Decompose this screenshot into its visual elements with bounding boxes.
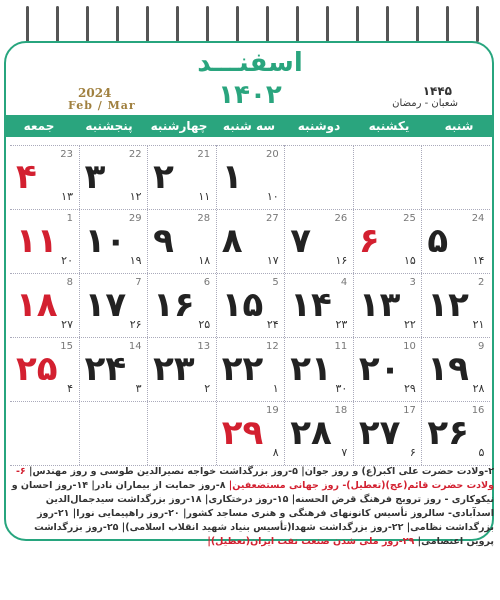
persian-date: ۲۴	[84, 349, 127, 389]
day-cell[interactable]	[421, 273, 490, 337]
hijri-date: ۱۱	[198, 190, 211, 203]
hijri-date: ۳۰	[335, 382, 348, 395]
gregorian-date: 21	[197, 149, 211, 160]
event-text: ۶-ولادت حضرت قائم(عج)(تعطیل)- روز جهانی مستضعفین|	[15, 466, 494, 491]
persian-date: ۲۸	[290, 413, 332, 453]
day-cell[interactable]	[79, 145, 148, 209]
gregorian-date: 6	[203, 277, 211, 288]
persian-date: ۲۵	[16, 349, 58, 389]
hijri-date: ۲	[204, 382, 211, 395]
persian-date: ۲۶	[427, 413, 469, 453]
year-title: ۱۴۰۲	[218, 80, 282, 110]
day-cell[interactable]	[216, 401, 285, 465]
hijri-date: ۱۳	[61, 190, 73, 203]
weekday-label: سه شنبه	[222, 119, 276, 133]
gregorian-date: 8	[66, 277, 73, 288]
gregorian-year: 2024	[78, 86, 112, 100]
day-cell[interactable]	[10, 209, 79, 273]
day-cell[interactable]	[284, 337, 353, 401]
day-cell[interactable]	[216, 209, 285, 273]
month-title: اسفنـــد	[197, 48, 303, 78]
persian-date: ۷	[290, 221, 312, 261]
gregorian-date: 5	[272, 277, 279, 288]
hijri-date: ۲۵	[198, 318, 211, 331]
hijri-date: ۱۴	[472, 254, 485, 267]
gregorian-date: 10	[403, 341, 416, 352]
hijri-date: ۷	[341, 446, 348, 459]
gregorian-date: 25	[403, 213, 416, 224]
day-cell[interactable]	[421, 337, 490, 401]
day-cell[interactable]	[147, 337, 216, 401]
day-cell[interactable]	[79, 337, 148, 401]
weekday-label: جمعه	[23, 119, 55, 133]
weekday-label: شنبه	[444, 119, 474, 133]
hijri-date: ۲۳	[335, 318, 348, 331]
day-cell[interactable]	[147, 209, 216, 273]
day-cell[interactable]	[284, 273, 353, 337]
gregorian-date: 23	[60, 149, 73, 160]
gregorian-date: 18	[334, 405, 348, 416]
persian-date: ۲۲	[221, 349, 264, 389]
hijri-date: ۶	[409, 446, 416, 459]
hijri-date: ۲۷	[61, 318, 73, 331]
binder-ring	[26, 6, 29, 42]
day-cell[interactable]	[79, 209, 148, 273]
hijri-date: ۲۱	[472, 318, 485, 331]
hijri-date: ۱۵	[404, 254, 416, 267]
binder-ring	[356, 6, 359, 42]
hijri-date: ۲۹	[404, 382, 416, 395]
gregorian-date: 2	[478, 277, 485, 288]
hijri-date: ۲۸	[472, 382, 485, 395]
day-cell[interactable]	[147, 145, 216, 209]
hijri-date: ۳	[135, 382, 142, 395]
binder-ring	[296, 6, 299, 42]
gregorian-date: 29	[128, 213, 142, 224]
binder-ring	[176, 6, 179, 42]
gregorian-date: 3	[409, 277, 416, 288]
persian-date: ۱۱	[16, 221, 58, 261]
hijri-date: ۱۸	[198, 254, 211, 267]
persian-date: ۲۹	[221, 413, 264, 453]
events-list	[6, 465, 494, 547]
day-cell[interactable]	[353, 209, 422, 273]
hijri-months: شعبان - رمضان	[392, 98, 458, 109]
binder-ring	[86, 6, 89, 42]
day-cell[interactable]	[216, 337, 285, 401]
hijri-date: ۱۰	[266, 190, 279, 203]
day-cell[interactable]	[10, 273, 79, 337]
hijri-date: ۱	[272, 382, 279, 395]
persian-date: ۲۳	[153, 349, 195, 389]
hijri-date: ۱۷	[266, 254, 279, 267]
day-cell[interactable]	[79, 273, 148, 337]
binder-ring	[116, 6, 119, 42]
gregorian-date: 14	[128, 341, 142, 352]
binder-ring	[206, 6, 209, 42]
binder-ring	[386, 6, 389, 42]
persian-date: ۲	[153, 157, 174, 197]
persian-date: ۲۰	[358, 349, 401, 389]
gregorian-date: 12	[265, 341, 279, 352]
binder-rings	[0, 0, 500, 44]
persian-date: ۲۱	[290, 349, 332, 389]
persian-date: ۸	[221, 221, 243, 261]
hijri-date: ۱۹	[129, 254, 142, 267]
hijri-date: ۲۲	[404, 318, 416, 331]
hijri-date: ۲۴	[266, 318, 279, 331]
persian-date: ۱۲	[427, 285, 469, 325]
gregorian-date: 15	[60, 341, 73, 352]
gregorian-date: 26	[334, 213, 348, 224]
weekday-label: پنجشنبه	[85, 119, 133, 133]
persian-date: ۲۷	[358, 413, 401, 453]
gregorian-date: 19	[265, 405, 279, 416]
gregorian-date: 16	[471, 405, 485, 416]
persian-date: ۵	[427, 221, 449, 261]
day-cell[interactable]	[353, 273, 422, 337]
gregorian-date: 22	[128, 149, 142, 160]
persian-date: ۳	[84, 157, 106, 197]
event-text: ۲۹-روز ملی شدن صنعت نفت ایران(تعطیل)|	[207, 536, 415, 547]
gregorian-date: 20	[265, 149, 279, 160]
day-cell[interactable]	[147, 273, 216, 337]
hijri-date: ۸	[272, 446, 279, 459]
persian-date: ۴	[16, 157, 37, 197]
persian-date: ۱۵	[221, 285, 264, 325]
gregorian-date: 17	[403, 405, 416, 416]
day-cell[interactable]	[10, 145, 79, 209]
event-text: ۸-روز حمایت از بیماران نادر| ۱۴-روز احسان و نیکوکاری - روز ترویج فرهنگ قرض الحسنه| ۱۵-روز درختکاری| ۱۸-روز بزرگداشت سیدجمال‌الدین اسدآبادی- سالروز تأسیس کانونهای فرهنگی و هنری مساجد کشور| ۲۰-روز راهپیمایی نورا| ۲۱-روز بزرگداشت نظامی| ۲۲-روز بزرگداشت شهدا(تأسیس بنیاد شهید انقلاب اسلامی)| ۲۵-روز بزرگداشت پروین اعتصامی|	[11, 480, 494, 547]
binder-ring	[446, 6, 449, 42]
gregorian-date: 27	[265, 213, 279, 224]
persian-date: ۱۳	[358, 285, 401, 325]
binder-ring	[236, 6, 239, 42]
persian-date: ۱	[221, 157, 243, 197]
hijri-date: ۵	[478, 446, 485, 459]
gregorian-date: 13	[197, 341, 211, 352]
hijri-date: ۲۰	[61, 254, 73, 267]
hijri-date: ۱۶	[335, 254, 348, 267]
binder-ring	[476, 6, 479, 42]
persian-date: ۱۴	[290, 285, 332, 325]
persian-date: ۶	[358, 221, 380, 261]
binder-ring	[326, 6, 329, 42]
day-cell[interactable]	[216, 145, 285, 209]
day-cell[interactable]	[421, 401, 490, 465]
event-text: ۲-ولادت حضرت علی اکبر(ع) و روز جوان| ۵-روز بزرگداشت خواجه نصیرالدین طوسی و روز مهندس|	[25, 466, 494, 477]
binder-ring	[146, 6, 149, 42]
day-cell[interactable]	[353, 337, 422, 401]
gregorian-date: 28	[197, 213, 211, 224]
weekday-label: دوشنبه	[297, 119, 341, 133]
persian-date: ۱۶	[153, 285, 195, 325]
hijri-year: ۱۴۴۵	[422, 84, 452, 98]
day-cell[interactable]	[284, 209, 353, 273]
gregorian-months: Feb / Mar	[68, 99, 136, 112]
hijri-date: ۲۶	[129, 318, 142, 331]
persian-date: ۱۹	[427, 349, 469, 389]
hijri-date: ۱۲	[129, 190, 142, 203]
weekday-label: یکشنبه	[368, 119, 410, 133]
weekday-label: چهارشنبه	[150, 119, 208, 133]
day-cell[interactable]	[284, 401, 353, 465]
gregorian-date: 7	[135, 277, 142, 288]
gregorian-date: 1	[66, 213, 73, 224]
persian-date: ۱۰	[84, 221, 127, 261]
day-grid	[10, 145, 490, 465]
binder-ring	[56, 6, 59, 42]
day-cell[interactable]	[10, 337, 79, 401]
gregorian-date: 9	[478, 341, 485, 352]
hijri-date: ۴	[67, 382, 73, 395]
persian-date: ۱۷	[84, 285, 127, 325]
binder-ring	[416, 6, 419, 42]
day-cell[interactable]	[353, 401, 422, 465]
binder-ring	[266, 6, 269, 42]
persian-date: ۱۸	[16, 285, 58, 325]
gregorian-date: 11	[334, 341, 348, 352]
day-cell[interactable]	[421, 209, 490, 273]
gregorian-date: 24	[471, 213, 485, 224]
day-cell[interactable]	[216, 273, 285, 337]
weekday-header	[4, 115, 494, 137]
gregorian-date: 4	[340, 277, 348, 288]
persian-date: ۹	[153, 221, 174, 261]
